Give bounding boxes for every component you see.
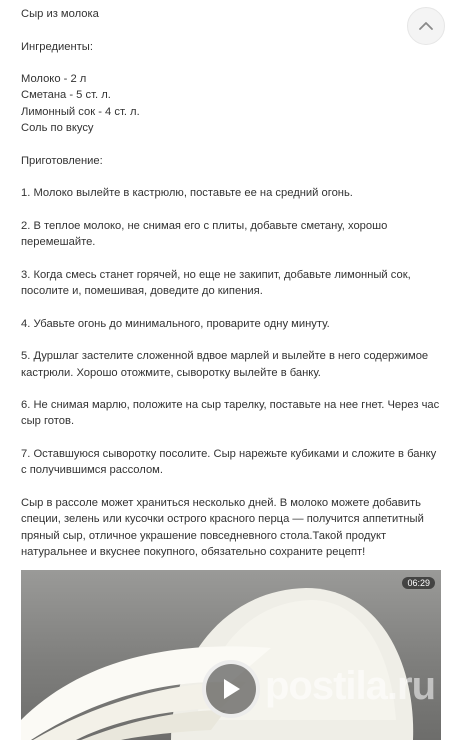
step-item: 5. Дуршлаг застелите сложенной вдвое марлей и вылейте в него содержимое кастрюли. Хорошо отожмите, сыворотку вылейте в банку. [21,350,429,379]
ingredient-item: Сметана - 5 ст. л. [21,89,111,102]
ingredients-heading: Ингредиенты: [21,40,93,53]
step-item: 1. Молоко вылейте в кастрюлю, поставьте ее на средний огонь. [21,187,353,200]
step-item: 3. Когда смесь станет горячей, но еще не закипит, добавьте лимонный сок, посолите и, помешивая, доведите до кипения. [21,268,411,298]
closing-paragraph: Сыр в рассоле может храниться несколько дней. В молоко можете добавить специи, зелень или кусочки острого красного перца — получится аппетитный пряный сыр, отличное украшение повседневного стола.Такой продукт натуральнее и вкуснее покупного, обязательно сохраните рецепт! [21,496,424,558]
video-duration: 06:29 [402,577,435,589]
method-heading: Приготовление: [21,154,103,167]
step-item: 4. Убавьте огонь до минимального, проварите одну минуту. [21,317,330,330]
recipe-post [21,6,441,576]
video-player[interactable] [21,570,441,740]
play-icon [220,677,242,701]
step-item: 7. Оставшуюся сыворотку посолите. Сыр нарежьте кубиками и сложите в банку с получившимся рассолом. [21,448,437,477]
ingredient-item: Молоко - 2 л [21,73,87,86]
scroll-to-top-button[interactable] [407,7,445,45]
chevron-up-icon [418,18,434,34]
ingredient-item: Лимонный сок - 4 ст. л. [21,105,140,118]
post-title: Сыр из молока [21,8,99,20]
step-item: 6. Не снимая марлю, положите на сыр тарелку, поставьте на нее гнет. Через час сыр готов. [21,399,440,428]
play-button[interactable] [202,660,260,718]
ingredient-item: Соль по вкусу [21,122,94,135]
step-item: 2. В теплое молоко, не снимая его с плиты, добавьте сметану, хорошо перемешайте. [21,219,388,249]
watermark: postila.ru [265,664,436,708]
ingredients-list [21,71,441,136]
